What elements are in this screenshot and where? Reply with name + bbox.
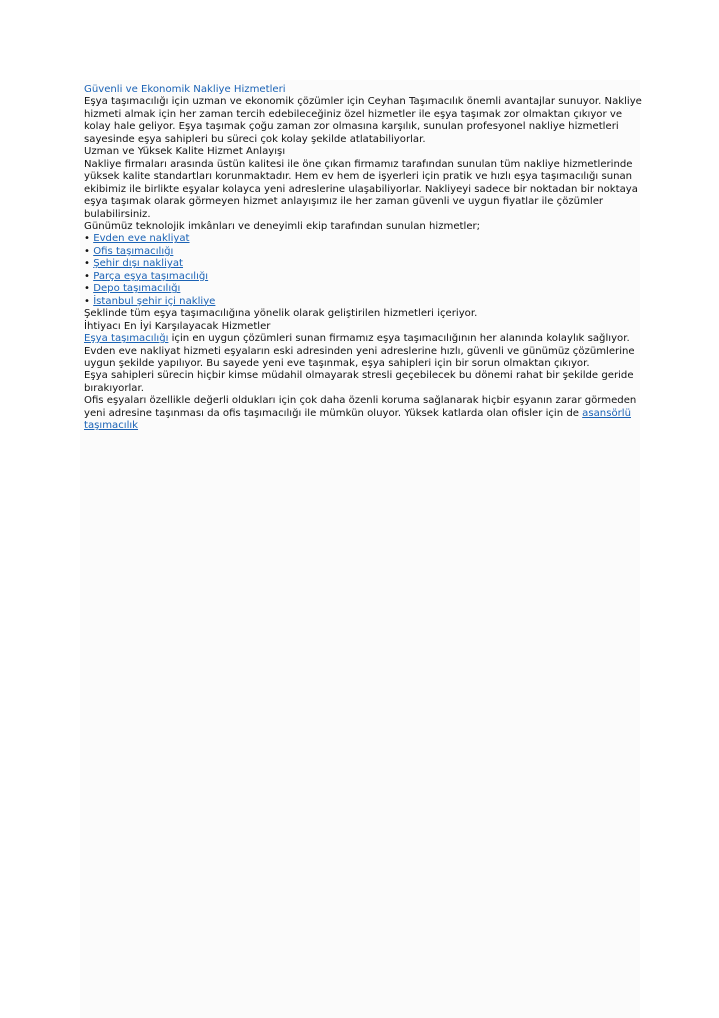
service-item: [84, 283, 644, 295]
needs-heading: İhtiyacı En İyi Karşılayacak Hizmetler: [84, 320, 271, 332]
service-link-evden-eve[interactable]: Evden eve nakliyat: [93, 233, 190, 245]
bullet-marker: •: [84, 245, 90, 257]
asansorlu-tasimacilik-link[interactable]: asansörlü taşımacılık: [84, 407, 631, 432]
service-item: [84, 258, 644, 270]
office-text: Ofis eşyaları özellikle değerli oldukları için çok daha özenli koruma sağlanarak hiçbir eşyanın zarar görmeden yeni adresine taşınması da ofis taşımacılığı ile mümkün oluyor. Yüksek katlarda olan ofisler için de: [84, 395, 637, 419]
esya-tasimaciligi-link[interactable]: Eşya taşımacılığı: [84, 333, 169, 345]
bullet-marker: •: [84, 270, 90, 282]
document-body: [84, 84, 644, 433]
service-item: [84, 246, 644, 258]
service-link-parca-esya[interactable]: Parça eşya taşımacılığı: [93, 270, 209, 282]
bullet-marker: •: [84, 233, 90, 245]
services-intro: Günümüz teknolojik imkânları ve deneyimli ekip tarafından sunulan hizmetler;: [84, 220, 481, 232]
service-item: [84, 271, 644, 283]
bullet-marker: •: [84, 295, 90, 307]
stress-paragraph: Eşya sahipleri sürecin hiçbir kimse müdahil olmayarak stresli geçebilecek bu dönemi rahat bir şekilde geride bırakıyorlar.: [84, 370, 634, 394]
title-link[interactable]: Güvenli ve Ekonomik Nakliye Hizmetleri: [84, 84, 286, 95]
quality-paragraph: Nakliye firmaları arasında üstün kalitesi ile öne çıkan firmamız tarafından sunulan tüm nakliye hizmetlerinde yüksek kalite standartları korunmaktadır. Hem ev hem de işyerleri için pratik ve hızlı eşya taşımacılığı sunan ekibimiz ile birlikte eşyalar kolayca yeni adreslerine ulaşabiliyorlar. Nakliyeyi sadece bir noktadan bir noktaya eşya taşımak olarak görmeyen hizmet anlayışımız ile her zaman güvenli ve uygun fiyatlar ile çözümler bulabilirsiniz.: [84, 158, 638, 220]
needs-paragraph: [84, 333, 644, 370]
service-link-ofis[interactable]: Ofis taşımacılığı: [93, 245, 174, 257]
bullet-marker: •: [84, 258, 90, 270]
service-link-sehir-disi[interactable]: Şehir dışı nakliyat: [93, 258, 184, 270]
service-item: [84, 296, 644, 308]
service-item: [84, 233, 644, 245]
quality-heading: Uzman ve Yüksek Kalite Hizmet Anlayışı: [84, 146, 286, 158]
service-link-istanbul[interactable]: İstanbul şehir içi nakliye: [93, 295, 216, 307]
service-link-depo[interactable]: Depo taşımacılığı: [93, 283, 181, 295]
office-paragraph: [84, 395, 644, 432]
services-outro: Şeklinde tüm eşya taşımacılığına yönelik olarak geliştirilen hizmetleri içeriyor.: [84, 308, 478, 320]
intro-paragraph: Eşya taşımacılığı için uzman ve ekonomik çözümler için Ceyhan Taşımacılık önemli avantajlar sunuyor. Nakliye hizmeti almak için her zaman tercih edebileceğiniz özel hizmetler ile eşya taşımak zor olmaktan çıkıyor ve kolay hale geliyor. Eşya taşımak çoğu zaman zor olmasına karşılık, sunulan profesyonel nakliye hizmetleri sayesinde eşya sahipleri bu süreci çok kolay şekilde atlatabiliyorlar.: [84, 96, 642, 145]
needs-text: için en uygun çözümleri sunan firmamız eşya taşımacılığının her alanında kolaylık sağlıyor. Evden eve nakliyat hizmeti eşyaların eski adresinden yeni adreslerine hızlı, güvenli ve günümüz çözümlerine uygun şekilde yapılıyor. Bu sayede yeni eve taşınmak, eşya sahipleri için bir sorun olmaktan çıkıyor.: [84, 333, 635, 369]
title-line: [84, 84, 644, 96]
bullet-marker: •: [84, 283, 90, 295]
